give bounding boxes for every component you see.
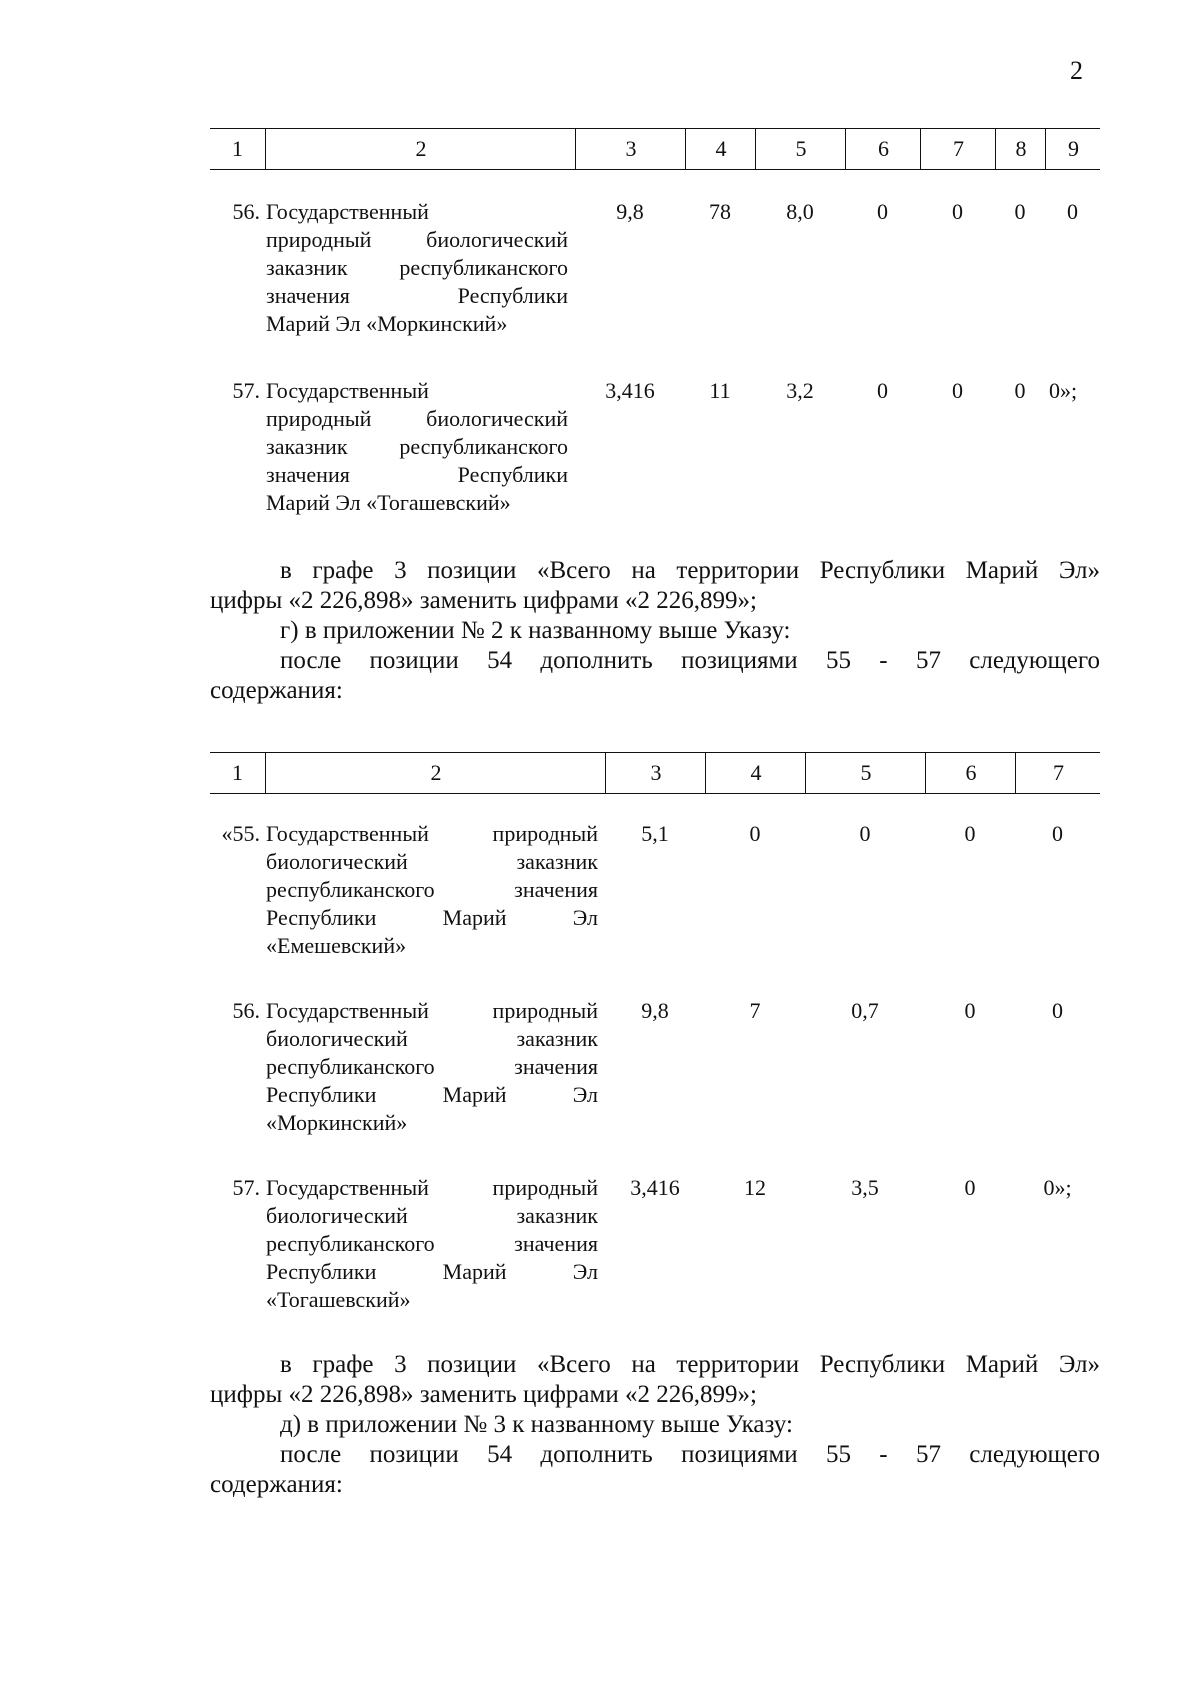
table1-header-cell: 7 [920, 129, 996, 169]
row-number: 57. [232, 378, 260, 403]
amendment-paragraph [210, 1350, 1100, 1500]
paragraph-line: г) в приложении № 2 к названному выше Указу: [280, 617, 791, 644]
row-value: 3,2 [786, 378, 814, 403]
row-value: 0 [1052, 998, 1063, 1023]
row-number: 57. [232, 1175, 260, 1200]
table2-header-cell: 1 [232, 760, 243, 785]
row-name: Государственный природный биологический заказник республиканского значения Республики Марий Эл «Емешевский» [266, 821, 598, 958]
table1-header-cell: 8 [995, 129, 1046, 169]
table1-header-cell: 1 [232, 136, 243, 161]
row-value: 0 [1014, 378, 1026, 403]
paragraph-line: в графе 3 позиции «Всего на территории Республики Марий Эл» [280, 1351, 1100, 1378]
row-value: 5,1 [641, 821, 669, 846]
row-name: Государственный природный биологический заказник республиканского значения Республики Марий Эл «Тогашевский» [266, 1175, 598, 1312]
paragraph-line: д) в приложении № 3 к названному выше Указу: [280, 1411, 793, 1438]
row-name: Государственный природный биологический заказник республиканского значения Республики Марий Эл «Моркинский» [266, 199, 568, 336]
paragraph-line: содержания: [210, 1471, 343, 1498]
row-value: 0»; [1049, 378, 1078, 403]
row-value: 3,5 [851, 1175, 879, 1200]
row-value: 0 [952, 378, 963, 403]
row-value: 8,0 [786, 199, 814, 224]
table1-header-cell: 3 [575, 129, 686, 169]
paragraph-line: после позиции 54 дополнить позициями 55 - 57 следующего [280, 647, 1100, 674]
row-value: 78 [709, 199, 731, 224]
row-value: 0,7 [851, 998, 879, 1023]
table2-header-cell: 3 [605, 753, 706, 793]
row-name: Государственный природный биологический заказник республиканского значения Республики Марий Эл «Тогашевский» [266, 378, 568, 515]
table1-header-cell: 5 [755, 129, 846, 169]
row-value: 7 [749, 998, 761, 1023]
row-number: 56. [232, 998, 260, 1023]
row-value: 0 [952, 199, 963, 224]
paragraph-line: в графе 3 позиции «Всего на территории Республики Марий Эл» [280, 557, 1100, 584]
paragraph-line: содержания: [210, 677, 343, 704]
row-value: 12 [744, 1175, 766, 1200]
row-value: 0 [1067, 199, 1078, 224]
row-number: 56. [232, 199, 260, 224]
table1-header [210, 128, 1100, 170]
row-value: 0 [964, 1175, 976, 1200]
row-name: Государственный природный биологический заказник республиканского значения Республики Марий Эл «Моркинский» [266, 998, 598, 1135]
row-value: 0 [1014, 199, 1026, 224]
row-value: 0»; [1043, 1175, 1072, 1200]
table2-header-cell: 2 [265, 753, 606, 793]
row-value: 0 [1052, 821, 1063, 846]
table1-header-cell: 9 [1045, 129, 1101, 169]
table2-header-cell: 7 [1015, 753, 1101, 793]
amendment-paragraph [210, 556, 1100, 706]
table2-header [210, 752, 1100, 794]
table2-header-cell: 5 [805, 753, 926, 793]
table1-header-cell: 2 [265, 129, 576, 169]
table1-header-cell: 6 [845, 129, 921, 169]
row-value: 3,416 [605, 378, 655, 403]
table2-header-cell: 4 [705, 753, 806, 793]
row-value: 0 [749, 821, 761, 846]
row-value: 0 [964, 998, 976, 1023]
row-value: 0 [964, 821, 976, 846]
paragraph-line: после позиции 54 дополнить позициями 55 - 57 следующего [280, 1441, 1100, 1468]
paragraph-line: цифры «2 226,898» заменить цифрами «2 226,899»; [210, 587, 757, 614]
row-number: «55. [221, 821, 260, 846]
row-value: 9,8 [616, 199, 644, 224]
table2-header-cell: 6 [925, 753, 1016, 793]
row-value: 0 [877, 199, 888, 224]
row-value: 11 [709, 378, 731, 403]
table1-header-cell: 4 [685, 129, 756, 169]
row-value: 0 [877, 378, 888, 403]
row-value: 3,416 [630, 1175, 680, 1200]
page-number: 2 [1070, 56, 1083, 85]
paragraph-line: цифры «2 226,898» заменить цифрами «2 226,899»; [210, 1381, 757, 1408]
row-value: 9,8 [641, 998, 669, 1023]
row-value: 0 [859, 821, 871, 846]
